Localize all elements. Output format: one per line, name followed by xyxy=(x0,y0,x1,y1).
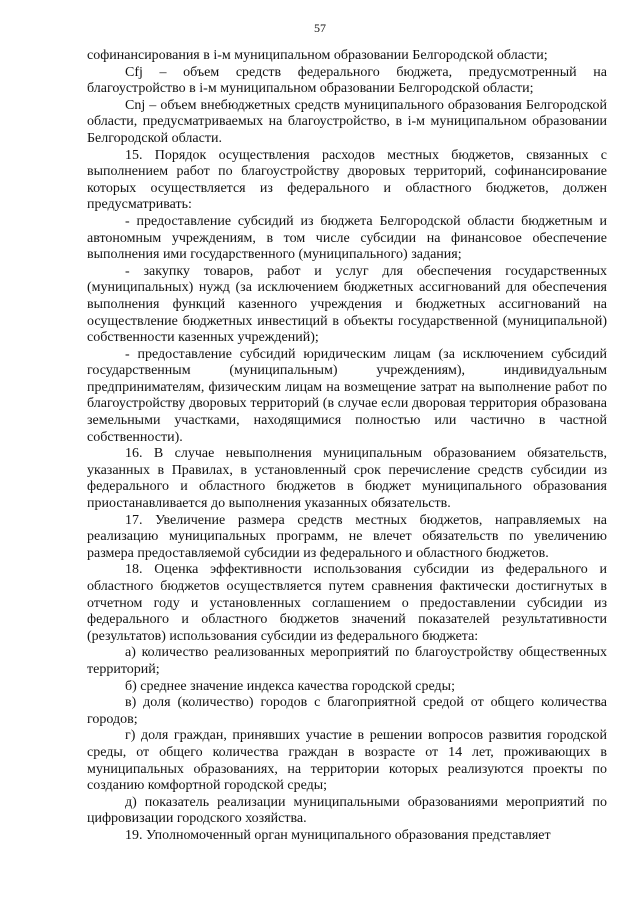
paragraph-15: 15. Порядок осуществления расходов местных бюджетов, связанных с выполнением работ по благоустройству дворовых территорий, софинансирование которых осуществляется из федерального и областного бюджетов, должен предусматривать: xyxy=(87,147,607,213)
list-item-subsidies-institutions: - предоставление субсидий из бюджета Белгородской области бюджетным и автономным учреждениям, в том числе субсидии на финансовое обеспечение выполнения ими государственного (муниципального) задания; xyxy=(87,213,607,263)
list-item-procurement: - закупку товаров, работ и услуг для обеспечения государственных (муниципальных) нужд (за исключением бюджетных ассигнований для обеспечения выполнения функций казенного учреждения и бюджетных ассигнований на осуществление бюджетных инвестиций в объекты государственной (муниципальной) собственности казенных учреждений); xyxy=(87,263,607,346)
paragraph-17: 17. Увеличение размера средств местных бюджетов, направляемых на реализацию муниципальных программ, не влечет обязательств по увеличению размера предоставляемой субсидии из федерального и областного бюджетов. xyxy=(87,512,607,561)
indicator-item-a: а) количество реализованных мероприятий по благоустройству общественных территорий; xyxy=(87,645,607,677)
paragraph-18: 18. Оценка эффективности использования субсидии из федерального и областного бюджетов осуществляется путем сравнения фактически достигнутых в отчетном году и установленных соглашением о предоставлении субсидии из федерального и областного бюджетов значений показателей результативности (результатов) использования субсидии из федерального бюджета: xyxy=(87,562,607,644)
paragraph-continuation: софинансирования в i-м муниципальном образовании Белгородской области; xyxy=(87,48,548,63)
indicator-item-v: в) доля (количество) городов с благоприятной средой от общего количества городов; xyxy=(87,695,607,727)
indicator-item-b: б) среднее значение индекса качества городской среды; xyxy=(125,678,455,694)
document-body xyxy=(87,48,607,845)
paragraph-19: 19. Уполномоченный орган муниципального образования представляет xyxy=(125,827,551,843)
indicator-item-d: д) показатель реализации муниципальными образованиями мероприятий по цифровизации городского хозяйства. xyxy=(87,794,607,827)
indicator-item-g: г) доля граждан, принявших участие в решении вопросов развития городской среды, от общего количества граждан в возрасте от 14 лет, проживающих в муниципальных образованиях, на территории которых реализуются проекты по созданию комфортной городской среды; xyxy=(87,728,607,794)
list-item-subsidies-legal-entities: - предоставление субсидий юридическим лицам (за исключением субсидий государственным (муниципальным) учреждениям), индивидуальным предпринимателям, физическим лицам на возмещение затрат на выполнение работ по благоустройству дворовых территорий (в случае если дворовая территория образована земельными участками, находящимися полностью или частично в частной собственности). xyxy=(87,346,607,445)
paragraph-16: 16. В случае невыполнения муниципальным образованием обязательств, указанных в Правилах, в установленный срок перечисление средств субсидии из федерального и областного бюджетов в бюджет муниципального образования приостанавливается до выполнения указанных обязательств. xyxy=(87,446,607,512)
page-number: 57 xyxy=(314,21,326,35)
paragraph-cfj-definition: Cfj – объем средств федерального бюджета, предусмотренный на благоустройство в i-м муниципальном образовании Белгородской области; xyxy=(87,64,607,97)
paragraph-cnj-definition: Cnj – объем внебюджетных средств муниципального образования Белгородской области, предусматриваемых на благоустройство, в i-м муниципальном образовании Белгородской области. xyxy=(87,97,607,146)
